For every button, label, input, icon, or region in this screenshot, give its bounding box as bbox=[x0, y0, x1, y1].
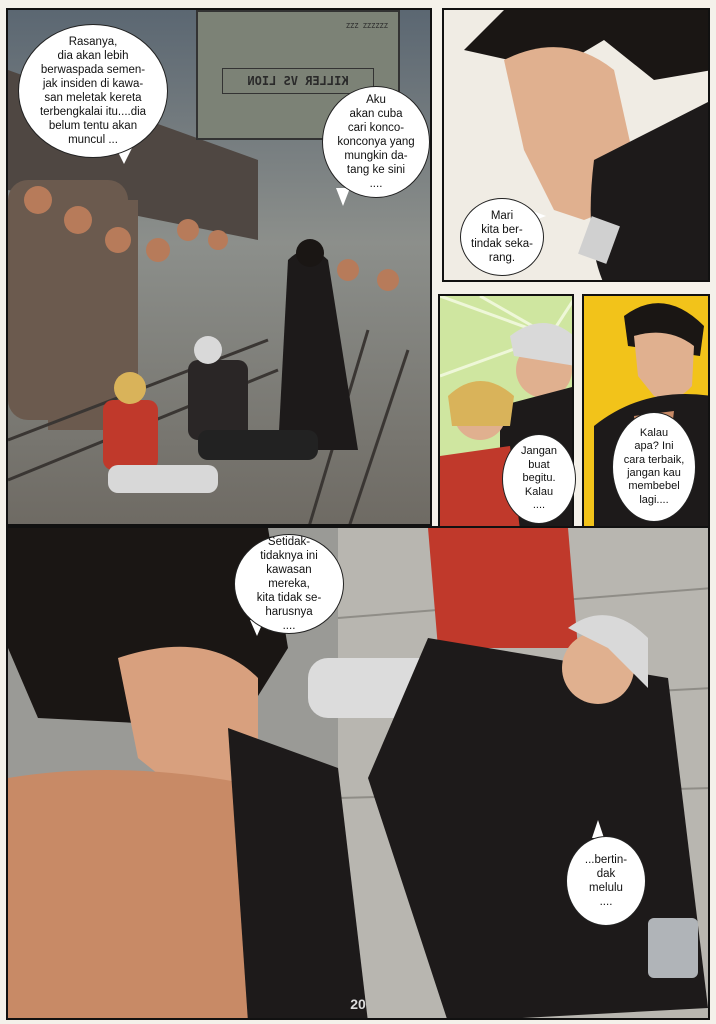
bubble-p3-1: Jangan buat begitu. Kalau .... bbox=[502, 434, 576, 524]
bubble-p5-2: ...bertin- dak melulu .... bbox=[566, 836, 646, 926]
screen-sign: KILLER VS LION bbox=[222, 68, 374, 94]
panel-bottom bbox=[6, 526, 710, 1020]
page-number: 20 bbox=[350, 996, 366, 1012]
bubble-p5-1: Setidak- tidaknya ini kawasan mereka, kita tidak se- harusnya .... bbox=[234, 534, 344, 634]
bubble-p4-1: Kalau apa? Ini cara terbaik, jangan kau membebel lagi.... bbox=[612, 412, 696, 522]
bubble-p1-1: Rasanya, dia akan lebih berwaspada semen- jak insiden di kawa- san meletak kereta terbengkalai itu....dia belum tentu akan muncul ... bbox=[18, 24, 168, 158]
bubble-p1-2: Aku akan cuba cari konco- konconya yang mungkin da- tang ke sini .... bbox=[322, 86, 430, 198]
bubble-p2-1: Mari kita ber- tindak seka- rang. bbox=[460, 198, 544, 276]
bottom-scene bbox=[8, 528, 710, 1020]
screen-small-text: ZZZ ZZZZZZ bbox=[345, 22, 388, 30]
